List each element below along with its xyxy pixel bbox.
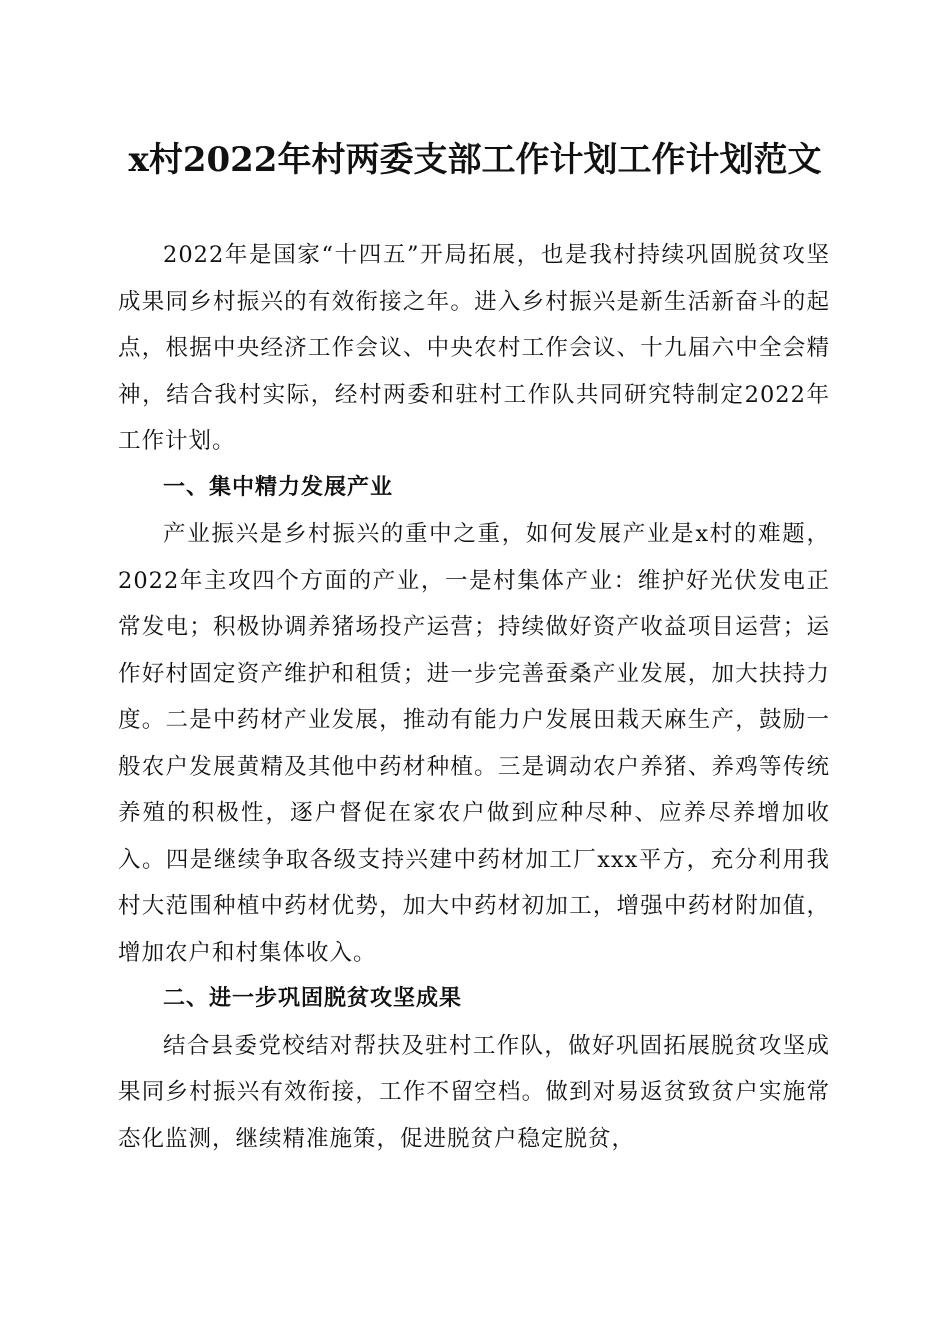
document-body (118, 232, 830, 1162)
section-heading-industry: 一、集中精力发展产业 (163, 474, 394, 500)
section-body-poverty: 结合县委党校结对帮扶及驻村工作队，做好巩固拓展脱贫攻坚成果同乡村振兴有效衔接，工作不留空档。做到对易返贫致贫户实施常态化监测，继续精准施策，促进脱贫户稳定脱贫， (118, 1032, 830, 1152)
section-body-industry: 产业振兴是乡村振兴的重中之重，如何发展产业是x村的难题，2022年主攻四个方面的产业，一是村集体产业：维护好光伏发电正常发电；积极协调养猪场投产运营；持续做好资产收益项目运营；运作好村固定资产维护和租赁；进一步完善蚕桑产业发展，加大扶持力度。二是中药材产业发展，推动有能力户发展田栽天麻生产，鼓励一般农户发展黄精及其他中药材种植。三是调动农户养猪、养鸡等传统养殖的积极性，逐户督促在家农户做到应种尽种、应养尽养增加收入。四是继续争取各级支持兴建中药材加工厂xxx平方，充分利用我村大范围种植中药材优势，加大中药材初加工，增强中药材附加值，增加农户和村集体收入。 (118, 521, 830, 966)
document-title: x村2022年村两委支部工作计划工作计划范文 (128, 140, 822, 180)
section-heading-poverty: 二、进一步巩固脱贫攻坚成果 (163, 986, 463, 1011)
intro-paragraph: 2022年是国家“十四五”开局拓展，也是我村持续巩固脱贫攻坚成果同乡村振兴的有效衔接之年。进入乡村振兴是新生活新奋斗的起点，根据中央经济工作会议、中央农村工作会议、十九届六中全会精神，结合我村实际，经村两委和驻村工作队共同研究特制定2022年工作计划。 (118, 242, 830, 454)
